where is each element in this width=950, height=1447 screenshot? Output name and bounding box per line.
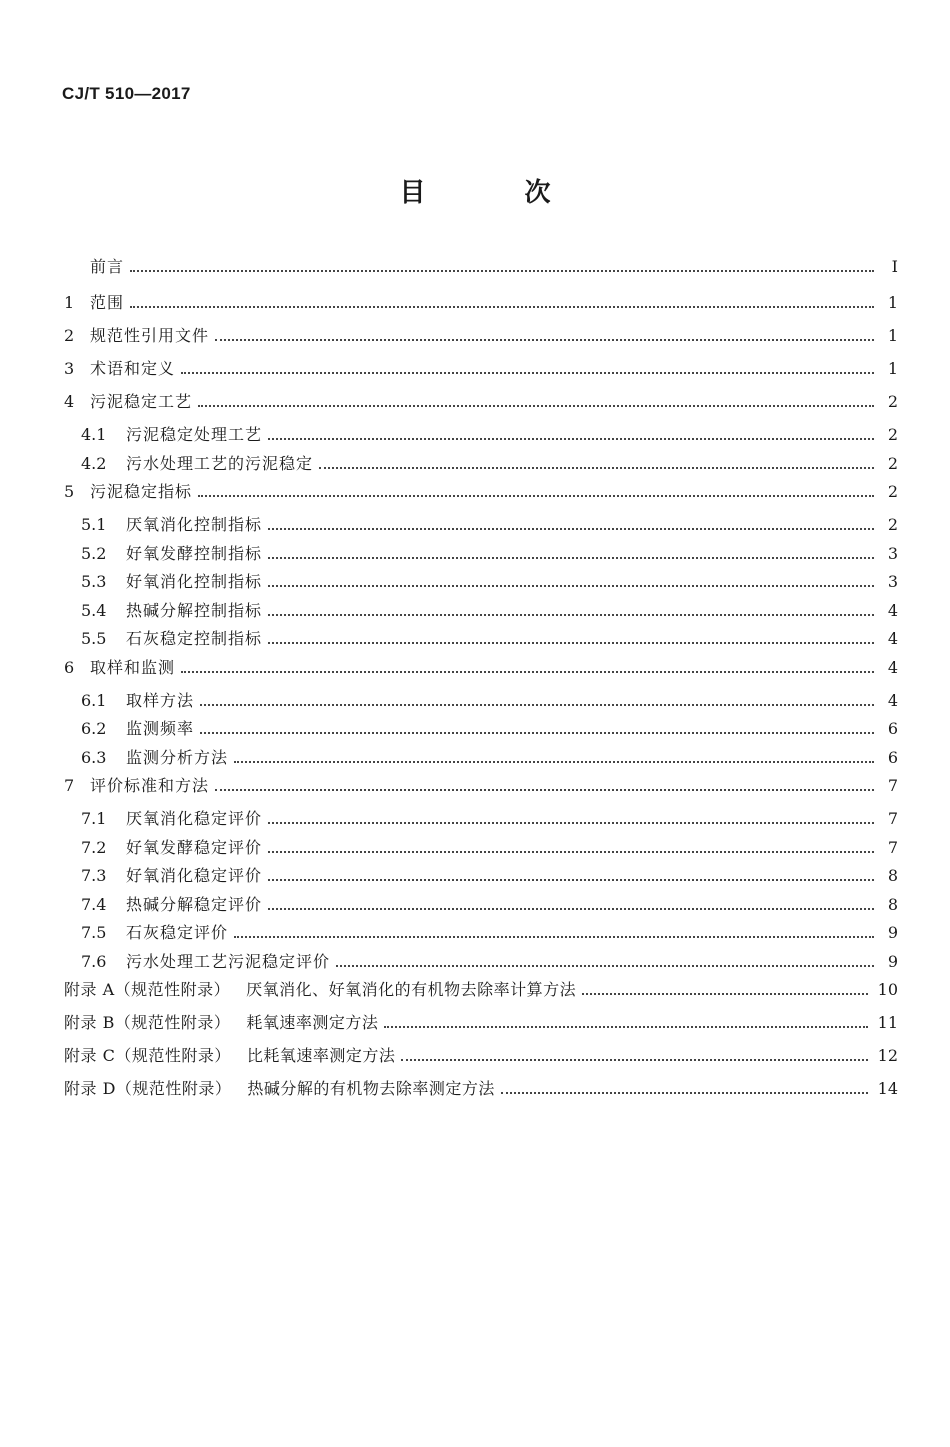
toc-entry[interactable] — [64, 809, 898, 838]
toc-entry-page: 10 — [877, 980, 898, 999]
toc-entry-number: 5.5 — [81, 629, 107, 648]
toc-leader-dots — [268, 851, 874, 853]
toc-leader-dots — [268, 642, 874, 644]
toc-leader-dots — [181, 372, 874, 374]
toc-entry-number: 5.4 — [81, 600, 107, 620]
toc-entry-label — [64, 1046, 401, 1066]
toc-leader-dots — [215, 789, 874, 791]
toc-entry-label: 术语和定义 — [90, 359, 176, 378]
toc-leader-dots — [198, 405, 874, 407]
toc-leader-dots — [130, 306, 874, 308]
toc-entry-page: 9 — [887, 923, 898, 942]
toc-entry-page: 2 — [887, 392, 898, 411]
toc-entry-page: 2 — [887, 453, 898, 473]
toc-leader-dots — [215, 339, 874, 341]
toc-entry-number: 7.5 — [81, 923, 107, 942]
toc-leader-dots — [234, 936, 874, 938]
toc-entry[interactable] — [64, 1079, 898, 1112]
toc-entry-label: 厌氧消化稳定评价 — [126, 809, 263, 828]
toc-entry[interactable] — [64, 866, 898, 895]
toc-entry-page: 4 — [887, 629, 898, 648]
toc-leader-dots — [200, 732, 874, 734]
toc-entry[interactable] — [64, 1046, 898, 1079]
toc-entry[interactable] — [64, 629, 898, 658]
toc-entry-page: 8 — [887, 866, 898, 885]
toc-entry-label: 监测分析方法 — [126, 747, 229, 767]
toc-entry-page: Ⅰ — [891, 257, 898, 276]
toc-entry-page: 9 — [887, 951, 898, 971]
toc-entry-label: 监测频率 — [126, 719, 195, 738]
toc-entry[interactable] — [64, 257, 898, 293]
toc-entry-text: 耗氧速率测定方法 — [246, 1013, 379, 1032]
toc-entry[interactable] — [64, 454, 898, 483]
toc-entry-number: 7.6 — [81, 951, 107, 971]
toc-leader-dots — [268, 908, 874, 910]
toc-entry-page: 7 — [887, 837, 898, 857]
toc-entry-number: 5 — [64, 482, 75, 501]
table-of-contents — [64, 257, 898, 1112]
toc-leader-dots — [234, 761, 874, 763]
toc-entry[interactable] — [64, 691, 898, 720]
toc-entry-page: 6 — [887, 747, 898, 767]
toc-entry-number: 7 — [64, 776, 75, 795]
toc-entry-number: 7.2 — [81, 837, 107, 857]
toc-entry[interactable] — [64, 719, 898, 748]
toc-entry[interactable] — [64, 980, 898, 1013]
toc-leader-dots — [401, 1059, 867, 1061]
toc-entry[interactable] — [64, 895, 898, 924]
toc-entry-label: 热碱分解控制指标 — [126, 600, 263, 620]
toc-entry-page: 3 — [887, 543, 898, 563]
toc-entry-label: 前言 — [90, 257, 125, 276]
toc-entry[interactable] — [64, 838, 898, 867]
toc-entry-number: 5.3 — [81, 572, 107, 591]
toc-entry-label: 污泥稳定指标 — [90, 482, 193, 501]
toc-entry[interactable] — [64, 923, 898, 952]
toc-entry-label: 取样和监测 — [90, 657, 176, 677]
toc-entry-number: 6 — [64, 657, 75, 677]
toc-entry-number: 6.1 — [81, 690, 107, 710]
toc-entry-label: 好氧发酵稳定评价 — [126, 837, 263, 857]
toc-entry-page: 2 — [887, 482, 898, 501]
page-title: 目 次 — [399, 178, 596, 208]
toc-entry-number: 1 — [64, 293, 75, 312]
toc-entry[interactable] — [64, 748, 898, 777]
toc-entry-page: 4 — [887, 690, 898, 710]
toc-leader-dots — [268, 822, 874, 824]
toc-entry-page: 4 — [887, 600, 898, 620]
toc-entry-page: 8 — [887, 894, 898, 914]
toc-entry[interactable] — [64, 1013, 898, 1046]
toc-entry[interactable] — [64, 572, 898, 601]
toc-entry-label: 好氧消化稳定评价 — [126, 866, 263, 885]
toc-entry-number: 附录 D（规范性附录） — [64, 1079, 232, 1098]
toc-entry-number: 附录 C（规范性附录） — [64, 1046, 231, 1065]
toc-entry[interactable] — [64, 952, 898, 981]
doc-code: CJ/T 510—2017 — [62, 84, 191, 103]
toc-entry-label: 污泥稳定工艺 — [90, 392, 193, 411]
toc-entry[interactable] — [64, 658, 898, 691]
toc-entry-number: 4.1 — [81, 425, 107, 444]
toc-entry-page: 14 — [877, 1079, 898, 1098]
toc-entry-number: 2 — [64, 326, 75, 345]
toc-entry-label: 厌氧消化控制指标 — [126, 515, 263, 534]
toc-entry-text: 热碱分解的有机物去除率测定方法 — [247, 1079, 495, 1098]
toc-entry-page: 2 — [887, 515, 898, 534]
toc-leader-dots — [268, 528, 874, 530]
toc-entry-label: 取样方法 — [126, 690, 195, 710]
toc-entry[interactable] — [64, 425, 898, 454]
toc-entry-label: 石灰稳定控制指标 — [126, 629, 263, 648]
toc-leader-dots — [200, 704, 874, 706]
toc-entry[interactable] — [64, 326, 898, 359]
toc-leader-dots — [130, 270, 874, 272]
toc-leader-dots — [181, 671, 874, 673]
toc-entry-number: 7.3 — [81, 866, 107, 885]
toc-entry[interactable] — [64, 601, 898, 630]
toc-leader-dots — [268, 557, 874, 559]
toc-entry-page: 3 — [887, 572, 898, 591]
toc-entry[interactable] — [64, 482, 898, 515]
toc-entry-label: 规范性引用文件 — [90, 326, 210, 345]
toc-entry-page: 7 — [887, 776, 898, 795]
toc-entry-number: 3 — [64, 359, 75, 378]
toc-entry-page: 11 — [877, 1013, 898, 1032]
toc-leader-dots — [198, 495, 874, 497]
toc-entry[interactable] — [64, 515, 898, 544]
toc-entry-number: 6.3 — [81, 747, 107, 767]
toc-entry-label — [64, 1079, 501, 1099]
toc-leader-dots — [501, 1092, 868, 1094]
toc-entry-number: 5.2 — [81, 543, 107, 563]
toc-entry-number: 4 — [64, 392, 75, 411]
toc-entry-number: 附录 A（规范性附录） — [64, 980, 231, 999]
toc-entry-text: 厌氧消化、好氧消化的有机物去除率计算方法 — [246, 980, 577, 999]
toc-leader-dots — [336, 965, 874, 967]
toc-leader-dots — [384, 1026, 867, 1028]
toc-entry-label: 污水处理工艺的污泥稳定 — [126, 453, 314, 473]
toc-entry[interactable] — [64, 544, 898, 573]
toc-entry-label: 好氧消化控制指标 — [126, 572, 263, 591]
toc-entry-number: 7.4 — [81, 894, 107, 914]
toc-entry-page: 1 — [887, 359, 898, 378]
toc-entry-label: 评价标准和方法 — [90, 776, 210, 795]
toc-entry-number: 6.2 — [81, 719, 107, 738]
toc-entry-page: 1 — [887, 293, 898, 312]
toc-entry-label: 污泥稳定处理工艺 — [126, 425, 263, 444]
toc-entry-page: 7 — [887, 809, 898, 828]
toc-entry[interactable] — [64, 293, 898, 326]
toc-entry-number: 附录 B（规范性附录） — [64, 1013, 231, 1032]
toc-entry-label: 好氧发酵控制指标 — [126, 543, 263, 563]
toc-entry-page: 6 — [887, 719, 898, 738]
toc-leader-dots — [319, 467, 874, 469]
toc-entry-label: 热碱分解稳定评价 — [126, 894, 263, 914]
toc-entry-page: 12 — [877, 1046, 898, 1065]
toc-entry-page: 1 — [887, 326, 898, 345]
toc-leader-dots — [268, 438, 874, 440]
toc-entry-text: 比耗氧速率测定方法 — [246, 1046, 396, 1065]
toc-entry-page: 4 — [887, 657, 898, 677]
toc-entry-label — [64, 1013, 384, 1033]
toc-entry-number: 4.2 — [81, 453, 107, 473]
toc-entry-number: 7.1 — [81, 809, 107, 828]
toc-entry-number: 5.1 — [81, 515, 107, 534]
toc-entry-label: 污水处理工艺污泥稳定评价 — [126, 951, 331, 971]
toc-leader-dots — [268, 879, 874, 881]
toc-entry-label — [64, 980, 582, 1000]
toc-leader-dots — [268, 614, 874, 616]
toc-entry[interactable] — [64, 359, 898, 392]
toc-entry[interactable] — [64, 776, 898, 809]
toc-leader-dots — [582, 993, 867, 995]
toc-entry-page: 2 — [887, 425, 898, 444]
toc-entry[interactable] — [64, 392, 898, 425]
toc-entry-label: 范围 — [90, 293, 125, 312]
toc-entry-label: 石灰稳定评价 — [126, 923, 229, 942]
toc-leader-dots — [268, 585, 874, 587]
